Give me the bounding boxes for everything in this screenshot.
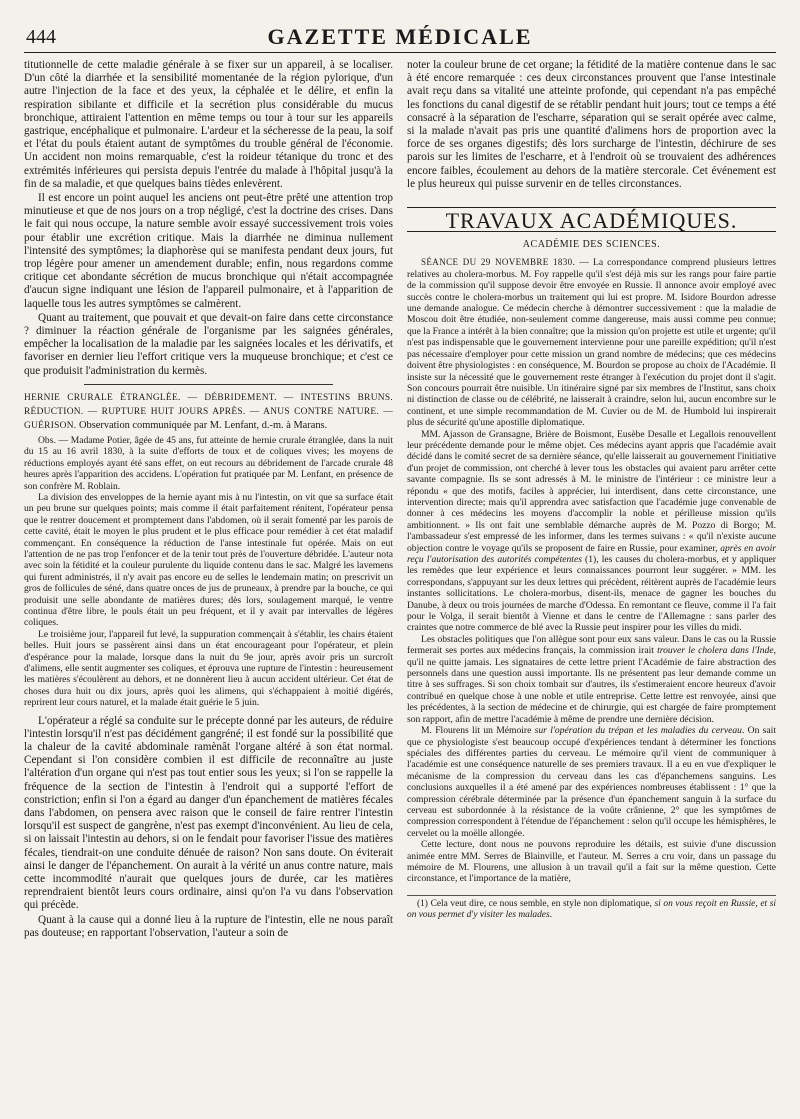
- footnote-part: .: [549, 909, 552, 920]
- paragraph: Cette lecture, dont nous ne pouvons reproduire les détails, est suivie d'une discussion animée entre MM. Serres de Blainville, et l'auteur. M. Serres a cru voir, dans un passage du mémoire de M. Flourens, une allusion à un travail qu'il a fait sur la même question. Cette circonstance, et l'importance de la matière,: [407, 839, 776, 885]
- italic-text: trouver le cholera dans l'Inde: [657, 645, 774, 657]
- newspaper-title: GAZETTE MÉDICALE: [267, 24, 533, 49]
- paragraph-text: Les obstacles politiques que l'on allègue sont pour eux sans valeur. Dans le cas ou la Russie fermerait ses portes aux médecins français, la commission irait: [407, 633, 776, 657]
- paragraph: [407, 429, 776, 634]
- paragraph: L'opérateur a réglé sa conduite sur le précepte donné par les auteurs, de réduire l'intestin lorsqu'il n'est pas décidément gangréné; il est fondé sur la possibilité que la chaleur de la cavité abdominale ramènât l'organe altéré à son état normal. Cependant si l'on considère combien il est difficile de reconnaître au juste l'altération d'un organe qui n'est pas tout entier sous les yeux; si l'on se rappelle la fréquence de la section de l'intestin à l'endroit qui a supporté l'effort de constriction; enfin si l'on a égard au danger d'un épanchement de matières fécales dans l'abdomen, on pensera avec raison que le conseil de faire rentrer l'intestin lorsqu'il est suspect de gangrène, n'est pas exempt d'inconvénient. Au lieu de cela, si on laissait l'intestin au dehors, si on le fendait pour favoriser l'issue des matières fécales, tiendrait-on une conduite dénuée de raison? Non sans doute. On éviterait ainsi le danger de l'épanchement. On aurait à la vérité un anus contre nature, mais cette incommodité n'aurait que quelques jours de durée, car les matières reprendraient bientôt leurs cours ordinaire, ainsi qu'on l'a vu dans l'observation qui précède.: [24, 714, 393, 912]
- paragraph-text: . On sait que ce physiologiste s'est beaucoup occupé d'expériences tendant à déterminer les fonctions spéciales des différentes parties du cerveau. Le mémoire qu'il vient de communiquer à l'académie est une conséquence naturelle de ses premiers travaux. Il a eu en vue d'expliquer le mécanisme de la compression du cerveau dans les cas d'épanchemens sanguins. Les conclusions auxquelles il a été amené par des expériences nombreuses établissent : 1° que la compression cérébrale déterminée par la présence d'un épanchement sanguin à la surface du cerveau est subordonnée à la résistance de la voûte crânienne, 2° que les symptômes de compression correspondent à l'étendue de l'épanchement : selon qu'il occupe les hémisphères, le cervelet ou la moëlle allongée.: [407, 725, 776, 839]
- italic-text: si on vous reçoit en Russie, et si on vous permet d'y visiter les malades: [407, 898, 776, 920]
- paragraph-text: M. Flourens lit un Mémoire: [421, 725, 535, 737]
- left-column: [24, 59, 393, 941]
- subsection-title: ACADÉMIE DES SCIENCES.: [522, 239, 661, 251]
- paragraph: noter la couleur brune de cet organe; la fétidité de la matière contenue dans le sac à été encore remarquée : ces deux circonstances prouvent que l'anse intestinale avait reçu dans sa vitalité une atteinte profonde, qui cependant n'a pas empêché les fonctions du canal digestif de se rétablir pendant huit jours; tout ce temps a été consacré à la séparation de l'escharre, séparation qui se serait opérée avec calme, si la malade n'avait pas pris une quantité d'alimens hors de proportion avec la force de ses organes digestifs; dès lors surcharge de l'intestin, déchirure de ses parois sur les limites de l'escharre, et à l'endroit où se trouvaient des adhérences encore faibles, écoulement au dehors de la matière stercorale. Cet événement est le plus heureux qui puisse survenir en de telles circonstances.: [407, 59, 776, 190]
- paragraph: [407, 257, 776, 428]
- paragraph: Quant au traitement, que pouvait et que devait-on faire dans cette circonstance ? diminuer la réaction générale de l'organisme par les saignées générales, empêcher la localisation de la maladie par les saignées locales et les dérivatifs, et favoriser en dernier lieu l'effort critique vers la muqueuse bronchique; et c'est ce que produisit l'administration du kermès.: [24, 311, 393, 377]
- case-heading-caps: HERNIE CRURALE ÉTRANGLÉE. — DÉBRIDEMENT. — INTESTINS BRUNS. RÉDUCTION. — RUPTURE HUIT JOURS APRÈS. — ANUS CONTRE NATURE. — GUÉRISON.: [24, 392, 393, 431]
- paragraph: La division des enveloppes de la hernie ayant mis à nu l'intestin, on vit que sa surface était un peu brune sur quelques points; mais comme il était parfaitement rénitent, l'opérateur pensa que le rentrer doucement et promptement dans l'abdomen, où il serait fomenté par les parois de cette cavité, était le moyen le plus prudent et le plus efficace pour remédier à cet état maladif commençant. En conséquence la réduction de l'anse intestinale fut opérée. Mais on eut l'attention de ne pas trop l'enfoncer et de la tenir tout près de l'ouverture débridée. L'auteur nota avec soin la fétidité et la couleur purulente du liquide contenu dans le sac. Malgré les lavemens qui furent administrés, il n'y avait pas encore eu de selles le lendemain matin; on prescrivit un gros de follicules de séné, dans quatre onces de jus de pruneaux, à prendre par la bouche, ce qui produisit une selle abondante de matières dures; dès lors, soulagement marqué, le ventre continua d'être libre, le pouls était un peu fréquent, et il y avait par intervalles de légères coliques.: [24, 491, 393, 629]
- paragraph: Le troisième jour, l'appareil fut levé, la suppuration commençait à s'établir, les chairs étaient belles. Huit jours se passèrent ainsi dans un état encourageant pour l'opérateur, et plein d'espérance pour la malade, lorsque dans la nuit du 9e jour, après avoir pris un surcroît d'alimens, elle sentit augmenter ses coliques, et éprouva une rupture de l'intestin : heureusement les matières s'écoulèrent au dehors, et ne donnèrent lieu à aucun accident ultérieur. Cet état de choses dura huit ou dix jours, après quoi les alimens, qui s'échappaient à moitié digérés, reprirent leur cours naturel, et la malade était guérie le 5 juin.: [24, 628, 393, 709]
- case-heading-tail: Observation communiquée par M. Lenfant, d.-m. à Marans.: [76, 419, 328, 431]
- paragraph-text: , qu'il ne quitte jamais. Les signataires de cette lettre prient l'Académie de faire abstraction des personnels dans une question aussi importante. Ils ne présentent pas leur demande comme un titre à ses suffrages. Si son choix tombait sur d'autres, ils s'estimeraient encore heureux d'avoir contribué en quelque chose à une noble et utile entreprise. Cette lettre est renvoyée, ainsi que les précédentes, à la section de médecine et de chirurgie, qui est chargée de faire promptement son rapport, afin de mettre l'académie à même de prendre une dernière décision.: [407, 645, 776, 725]
- masthead: [24, 22, 776, 53]
- right-column: [407, 59, 776, 941]
- case-heading: [24, 391, 393, 433]
- session-label: SÉANCE DU 29 NOVEMBRE 1830.: [421, 257, 576, 268]
- paragraph-text: MM. Ajasson de Gransagne, Brière de Boismont, Eusèbe Desalle et Legallois renouvellent leur précédente demande pour le même objet. Ces médecins ayant appris que l'académie avait décidé dans le comité secret de sa dernière séance, qu'elle laisserait au gouvernement l'initiative d'un projet de commission, ont cherché à lever tous les obstacles qui avaient paru arrêter cette savante compagnie. Ils se sont adressés à M. le ministre de l'intérieur : ce ministre leur a répondu « que des motifs, faciles à apprécier, lui interdisent, dans cette circonstance, une intervention directe; mais qu'il apprendra avec satisfaction que l'académie juge convenable de donner à ces médecins les moyens d'accomplir la noble et périlleuse mission qu'ils ambitionnent. » Ils ont fait une semblable démarche auprès de M. Pozzo di Borgo; M. l'ambassadeur s'est empressé de les informer, dans les termes suivans : « qu'il n'existe aucune objection contre le voyage qu'ils se proposent de faire en Russie, pour examiner,: [407, 428, 776, 554]
- paragraph: Obs. — Madame Potier, âgée de 45 ans, fut atteinte de hernie crurale étranglée, dans la nuit du 15 au 16 avril 1830, à la suite d'efforts de toux et de coliques vives; les moyens de réductions employés ayant été sans effet, on eut recours au débridement de l'arcade crurale 48 heures après l'apparition des accidens. L'opération fut pratiquée par M. Lenfant, en présence de son confrère M. Roblain.: [24, 434, 393, 492]
- academy-report: [407, 257, 776, 884]
- paragraph: Quant à la cause qui a donné lieu à la rupture de l'intestin, elle ne nous paraît pas douteuse; en rapportant l'observation, l'auteur a soin de: [24, 913, 393, 939]
- divider: [84, 384, 333, 385]
- italic-text: sur l'opération du trépan et les maladies du cerveau: [534, 725, 742, 737]
- paragraph: [407, 725, 776, 839]
- paragraph: titutionnelle de cette maladie générale à se fixer sur un appareil, à se localiser. D'un côté la diarrhée et la sensibilité momentanée de la région pylorique, d'un autre l'injection de la face et des yeux, la céphalée et le délire, et enfin la respiration sibilante et difficile et la secrétion plus considérable du mucus bronchique, attiraient l'attention en même temps ou tour à tour sur les appareils gastrique, encéphalique et pulmonaire. L'ardeur et la sécheresse de la peau, la soif et l'état du pouls étaient autant de symptômes du trouble général de l'économie. Un accident non moins remarquable, c'est la roideur tétanique du tronc et des extrémités inférieures qui persista depuis l'entrée du malade à l'hôpital jusqu'à la fin de sa maladie, et que quelques bains tièdes enlevèrent.: [24, 59, 393, 190]
- paragraph: [407, 634, 776, 725]
- observation-block: [24, 435, 393, 709]
- page-number: 444: [26, 26, 56, 48]
- footnote-text: [407, 899, 776, 921]
- paragraph-text: (1), les causes du cholera-morbus, et y appliquer les remèdes que leur expérience et leurs connaissances pourront leur suggérer. » MM. les correspondans, s'appuyant sur les deux lettres qui précèdent, réitèrent auprès de l'académie leurs instantes sollicitations. Le cholera-morbus, disent-ils, menace de gagner les bouches du Danube, à deux ou trois journées de marche d'Odessa. En remontant ce fleuve, comme il l'a fait pour le Volga, il serait bientôt à Vienne et dans le centre de l'Allemagne : sans parler des craintes que notre commerce de blé avec la Russie peut inspirer pour les villes du midi.: [407, 554, 776, 634]
- article-columns: [24, 59, 776, 941]
- section-title: TRAVAUX ACADÉMIQUES.: [407, 207, 776, 232]
- footnote-part: (1) Cela veut dire, ce nous semble, en style non diplomatique,: [417, 898, 655, 909]
- italic-text: après en avoir reçu l'autorisation des autorités compétentes: [407, 542, 776, 565]
- paragraph-text: — La correspondance comprend plusieurs lettres relatives au cholera-morbus. M. Foy rappelle qu'il s'est déjà mis sur les rangs pour faire partie de la commission qu'il suppose devoir être envoyée en Russie. Il annonce avoir employé avec succès contre le cholera-morbus un traitement qui lui est propre. M. Isidore Bourdon adresse une demande analogue. Ce médecin cherche à démontrer successivement : que la maladie de Moscou doit être étudiée, non-seulement comme dangereuse, mais aussi comme peu connue; que la France a intérêt à la bien connaître; que la mission qu'on projette est utile et urgente; qu'il n'est pas indispensable que le gouvernement intervienne pour une pareille expédition; qu'il n'est pas nécessaire d'employer pour cette mission un grand nombre de médecins; que ces médecins doivent être physiologistes : en conséquence, M. Bourdon se propose au choix de l'Académie. Il insiste sur la nécessité que le gouvernement reste étranger à l'exécution du projet dont il s'agit. Son concours pourrait être nuisible. Un itinéraire signé par six membres de l'Institut, sans choix ni distinction de classe ou de célébrité, ne laisserait à craindre, selon lui, aucun encombre sur le continent, et une simple recommandation de M. Cuvier ou de M. de Humbold lui inspirerait plus de sécurité qu'une apostille diplomatique.: [407, 257, 776, 429]
- paragraph: Il est encore un point auquel les anciens ont peut-être prêté une attention trop minutieuse et que de nos jours on a trop négligé, c'est la doctrine des crises. Dans le fait qui nous occupe, la nature semble avoir essayé successivement trois voies pour établir une excrétion critique. Mais la diarrhée ne diminua nullement l'intensité des symptômes; la diaphorèse qui se manifesta pendant deux jours, fut trop légère pour amener un amendement durable; enfin, nous regardons comme critique cet abondante sécrétion de mucus bronchique qui n'était accompagnée d'aucun signe indiquant une lésion de l'appareil pulmonaire, et à l'apparition de laquelle tous les autres symptômes se calmèrent.: [24, 192, 393, 310]
- footnote: [407, 895, 776, 921]
